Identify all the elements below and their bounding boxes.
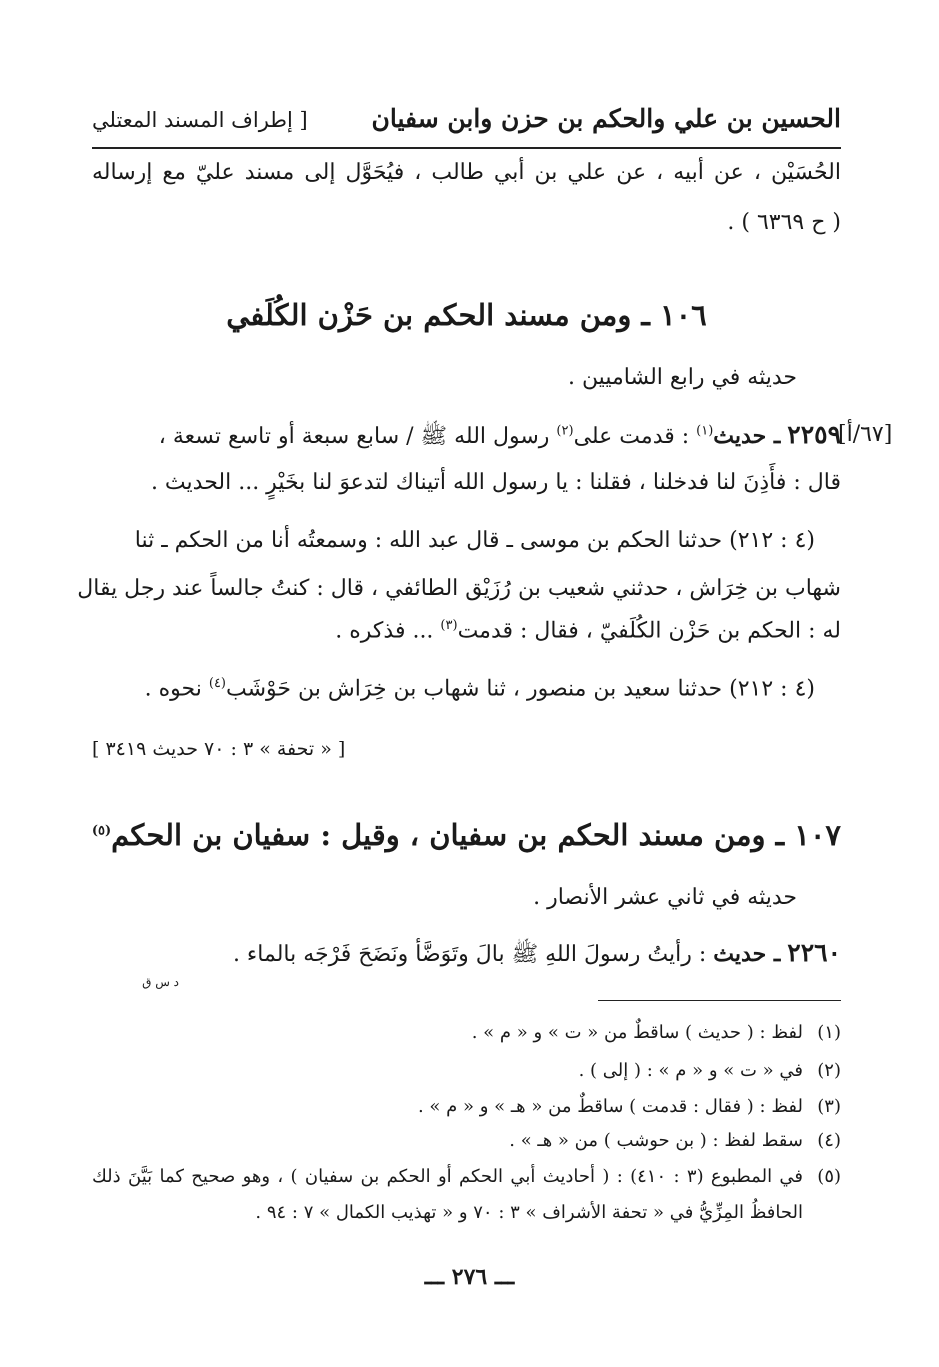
footnote-text: لفظ : ( حديث ) ساقطٌ من « ت » و « م » . (471, 1022, 803, 1043)
footnote-rule (598, 1000, 841, 1001)
footnote-3 (418, 1096, 841, 1117)
intro-line-1: الحُسَيْن ، عن أبيه ، عن علي بن أبي طالب ، فيُحَوَّل إلى مسند عليّ مع إرساله (92, 160, 841, 185)
section-106-note: حديثه في رابع الشاميين . (567, 365, 797, 390)
hadith-text: : قدمت على (573, 424, 697, 449)
isnad-text: نحوه . (144, 676, 209, 702)
footnote-5-continued: الحافظُ المِزِّيُّ في « تحفة الأشراف » ٣ : ٧٠ و « تهذيب الكمال » ٧ : ٩٤ . (255, 1202, 803, 1223)
footnote-1 (472, 1022, 841, 1043)
footnote-2 (579, 1060, 841, 1081)
isnad-text: ... فذكره . (335, 618, 441, 644)
footnote-marker: (١) (696, 423, 714, 439)
footnote-number: (٥) (817, 1166, 842, 1187)
running-header-book: [ إطراف المسند المعتلي (92, 108, 308, 132)
intro-line-2: ( ح ٦٣٦٩ ) . (727, 210, 841, 235)
footnote-marker: (٥) (91, 823, 112, 839)
section-106-heading: ١٠٦ ـ ومن مسند الحكم بن حَزْن الكُلَفي (226, 298, 707, 332)
section-107-title: ١٠٧ ـ ومن مسند الحكم بن سفيان ، وقيل : سفيان بن الحكم (111, 818, 841, 852)
footnote-marker: (٣) (440, 618, 458, 633)
tuhfa-reference: [ « تحفة » ٣ : ٧٠ حديث ٣٤١٩ ] (92, 738, 346, 760)
hadith-number: ٢٢٥٩ (787, 420, 841, 449)
isnad-2 (145, 676, 815, 701)
hadith-number: ٢٢٦٠ (787, 938, 841, 967)
footnote-number: (٣) (817, 1096, 841, 1117)
footnote-number: (١) (817, 1022, 841, 1043)
footnote-text: لفظ : ( فقال : قدمت ) ساقطٌ من « هـ » و « م » . (417, 1096, 803, 1117)
isnad-1-line-3 (335, 618, 841, 643)
isnad-1-line-2: شهاب بن خِرَاش ، حدثني شعيب بن رُزَيْق الطائفي ، قال : كنتُ جالساً عند رجل يقال (77, 576, 841, 601)
isnad-text: له : الحكم بن حَزْن الكُلَفيّ ، فقال : قدمت (457, 618, 841, 644)
book-symbols: د س ق (142, 975, 179, 989)
footnote-text: في « ت » و « م » : ( إلى ) . (578, 1060, 803, 1081)
footnote-text: سقط لفظ : ( بن حوشب ) من « هـ » . (509, 1130, 803, 1151)
footnote-marker: (٢) (556, 423, 574, 439)
running-header-title: الحسين بن علي والحكم بن حزن وابن سفيان (371, 104, 841, 133)
hadith-label: ـ حديث (713, 423, 781, 449)
page-number: ـــ ٢٧٦ ـــ (424, 1264, 515, 1290)
hadith-2259-line-1 (159, 420, 841, 454)
hadith-label: ـ حديث (713, 941, 781, 967)
footnote-marker: (٤) (208, 676, 226, 691)
hadith-text: : رأيتُ رسولَ اللهِ ﷺ بالَ وتَوَضَّأ ونَضَحَ فَرْجَه بالماء . (232, 942, 714, 967)
header-rule (92, 147, 841, 149)
footnote-number: (٢) (817, 1060, 841, 1081)
footnote-number: (٤) (817, 1130, 841, 1151)
footnote-text: في المطبوع (٣ : ٤١٠) : ( أحاديث أبي الحكم أو الحكم بن سفيان ) ، وهو صحيح كما بَيَّنَ ذلك (92, 1166, 804, 1187)
isnad-text: (٤ : ٢١٢) حدثنا سعيد بن منصور ، ثنا شهاب بن خِرَاش بن حَوْشَب (226, 676, 815, 702)
hadith-2259-line-2: قال : فأَذِنَ لنا فدخلنا ، فقلنا : يا رسول الله أتيناك لتدعوَ لنا بخَيْرٍ ... الحديث . (150, 470, 841, 495)
margin-reference: [٦٧/أ] (838, 422, 893, 447)
isnad-1-line-1: (٤ : ٢١٢) حدثنا الحكم بن موسى ـ قال عبد الله : وسمعتُه أنا من الحكم ـ ثنا (134, 528, 815, 553)
footnote-5 (92, 1166, 841, 1187)
hadith-text: رسول الله ﷺ / سابع سبعة أو تاسع تسعة ، (158, 424, 557, 449)
footnote-4 (509, 1130, 841, 1151)
section-107-heading (92, 818, 841, 852)
section-107-note: حديثه في ثاني عشر الأنصار . (533, 885, 797, 910)
hadith-2260-line (233, 938, 841, 972)
